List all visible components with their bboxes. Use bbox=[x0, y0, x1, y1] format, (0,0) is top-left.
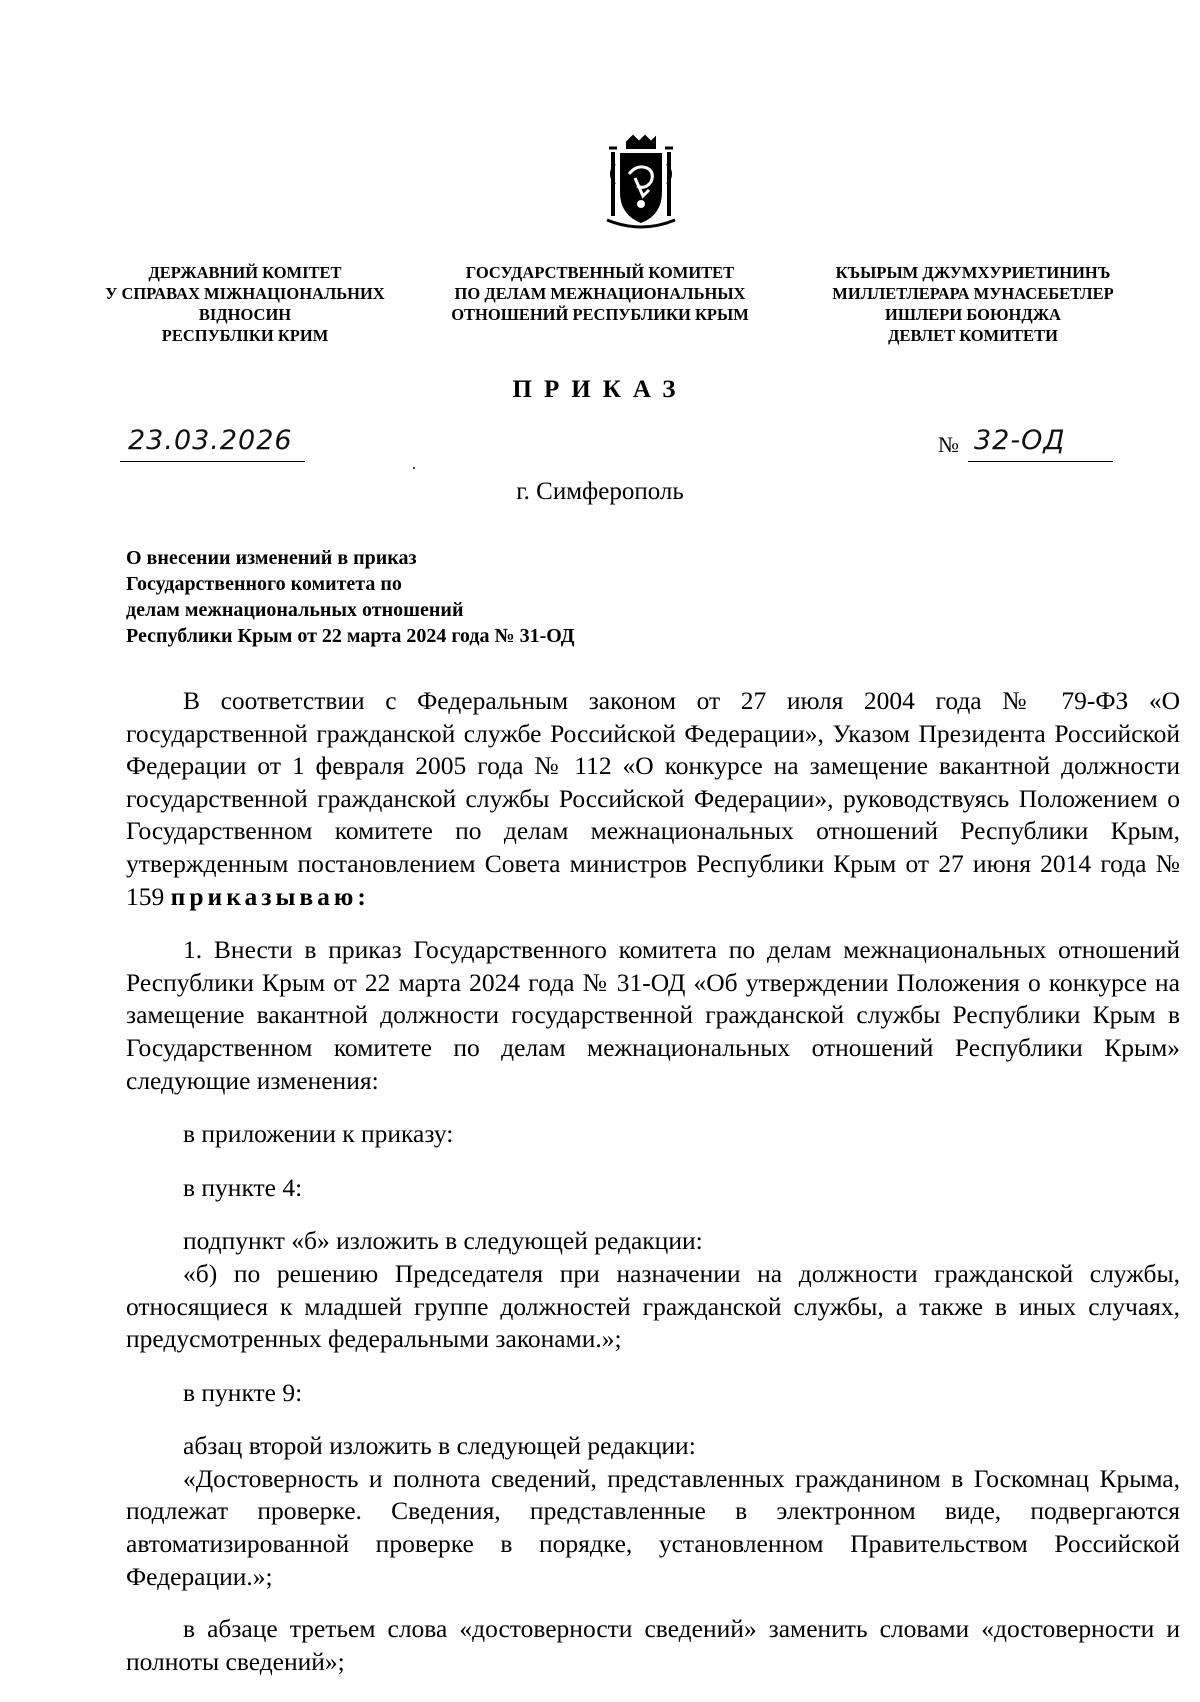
paragraph-2-text: «Достоверность и полнота сведений, представленных гражданином в Госкомнац Крыма, подлежат проверке. Сведения, представленные в электронном виде, подвергаются автоматизированной проверке в порядке, установленном Правительством Российской Федерации.»; bbox=[126, 1463, 1180, 1591]
handwritten-date: 23.03.2026 bbox=[128, 425, 293, 456]
number-field bbox=[968, 425, 1113, 462]
scan-speck bbox=[413, 467, 415, 469]
subpoint-b-intro: подпункт «б» изложить в следующей редакции: bbox=[183, 1226, 703, 1256]
point-4-paragraph: в пункте 4: bbox=[183, 1172, 303, 1202]
appendix-paragraph: в приложении к приказу: bbox=[183, 1119, 454, 1149]
date-field bbox=[120, 425, 305, 462]
document-title: ПРИКАЗ bbox=[512, 376, 688, 403]
header-line: РЕСПУБЛІКИ КРИМ bbox=[161, 326, 329, 345]
paragraph-3-text: в абзаце третьем слова «достоверности сведений» заменить словами «достоверности и полноты сведений»; bbox=[126, 1614, 1180, 1676]
header-line: ГОСУДАРСТВЕННЫЙ КОМИТЕТ bbox=[465, 263, 735, 282]
item-1-paragraph: 1. Внести в приказ Государственного комитета по делам межнациональных отношений Республики Крым от 22 марта 2024 года № 31-ОД «Об утверждении Положения о конкурсе на замещение вакантной должности государственной гражданской службы Республики Крым в Государственном комитете по делам межнациональных отношений Республики Крым» следующие изменения: bbox=[126, 935, 1180, 1095]
header-line: ОТНОШЕНИЙ РЕСПУБЛИКИ КРЫМ bbox=[451, 305, 749, 324]
preamble-text: В соответствии с Федеральным законом от 27 июля 2004 года № 79-ФЗ «О государственной гражданской службе Российской Федерации», Указом Президента Российской Федерации от 1 февраля 2005 года № 112 «О конкурсе на замещение вакантной должности государственной гражданской службы Российской Федерации», руководствуясь Положением о Государственном комитете по делам межнациональных отношений Республики Крым, утвержденным постановлением Совета министров Республики Крым от 27 июня 2014 года № 159 bbox=[126, 686, 1180, 911]
header-line: ПО ДЕЛАМ МЕЖНАЦИОНАЛЬНЫХ bbox=[454, 284, 746, 303]
subject-line: делам межнациональных отношений bbox=[126, 599, 464, 621]
header-line: ВІДНОСИН bbox=[198, 305, 292, 324]
header-ukrainian bbox=[80, 262, 410, 346]
header-line: ДЕВЛЕТ КОМИТЕТИ bbox=[888, 326, 1058, 345]
crimea-coat-of-arms-icon bbox=[597, 134, 685, 230]
document-body bbox=[126, 685, 1180, 1678]
header-line: МИЛЛЕТЛЕРАРА МУНАСЕБЕТЛЕР bbox=[832, 284, 1114, 303]
header-line: У СПРАВАХ МІЖНАЦІОНАЛЬНИХ bbox=[105, 284, 385, 303]
number-label: № bbox=[938, 432, 959, 457]
paragraph-2-intro: абзац второй изложить в следующей редакции: bbox=[183, 1431, 696, 1461]
order-word: приказываю: bbox=[170, 881, 370, 911]
city: г. Симферополь bbox=[516, 478, 684, 505]
header-russian bbox=[425, 262, 775, 325]
header-line: КЪЫРЫМ ДЖУМХУРИЕТИНИНЪ bbox=[835, 263, 1111, 282]
header-crimean-tatar bbox=[808, 262, 1138, 346]
subject-line: Республики Крым от 22 марта 2024 года № 31-ОД bbox=[126, 625, 575, 647]
subpoint-b-text: «б) по решению Председателя при назначении на должности гражданской службы, относящиеся к младшей группе должностей гражданской службы, а также в иных случаях, предусмотренных федеральными законами.»; bbox=[126, 1258, 1180, 1354]
handwritten-number: 32-ОД bbox=[974, 425, 1066, 456]
header-line: ДЕРЖАВНИЙ КОМІТЕТ bbox=[148, 263, 342, 282]
preamble-paragraph bbox=[126, 685, 1180, 913]
header-line: ИШЛЕРИ БОЮНДЖА bbox=[885, 305, 1061, 324]
point-9-paragraph: в пункте 9: bbox=[183, 1377, 303, 1407]
subject-line: Государственного комитета по bbox=[126, 573, 402, 595]
document-subject bbox=[126, 545, 575, 649]
subject-line: О внесении изменений в приказ bbox=[126, 547, 417, 569]
